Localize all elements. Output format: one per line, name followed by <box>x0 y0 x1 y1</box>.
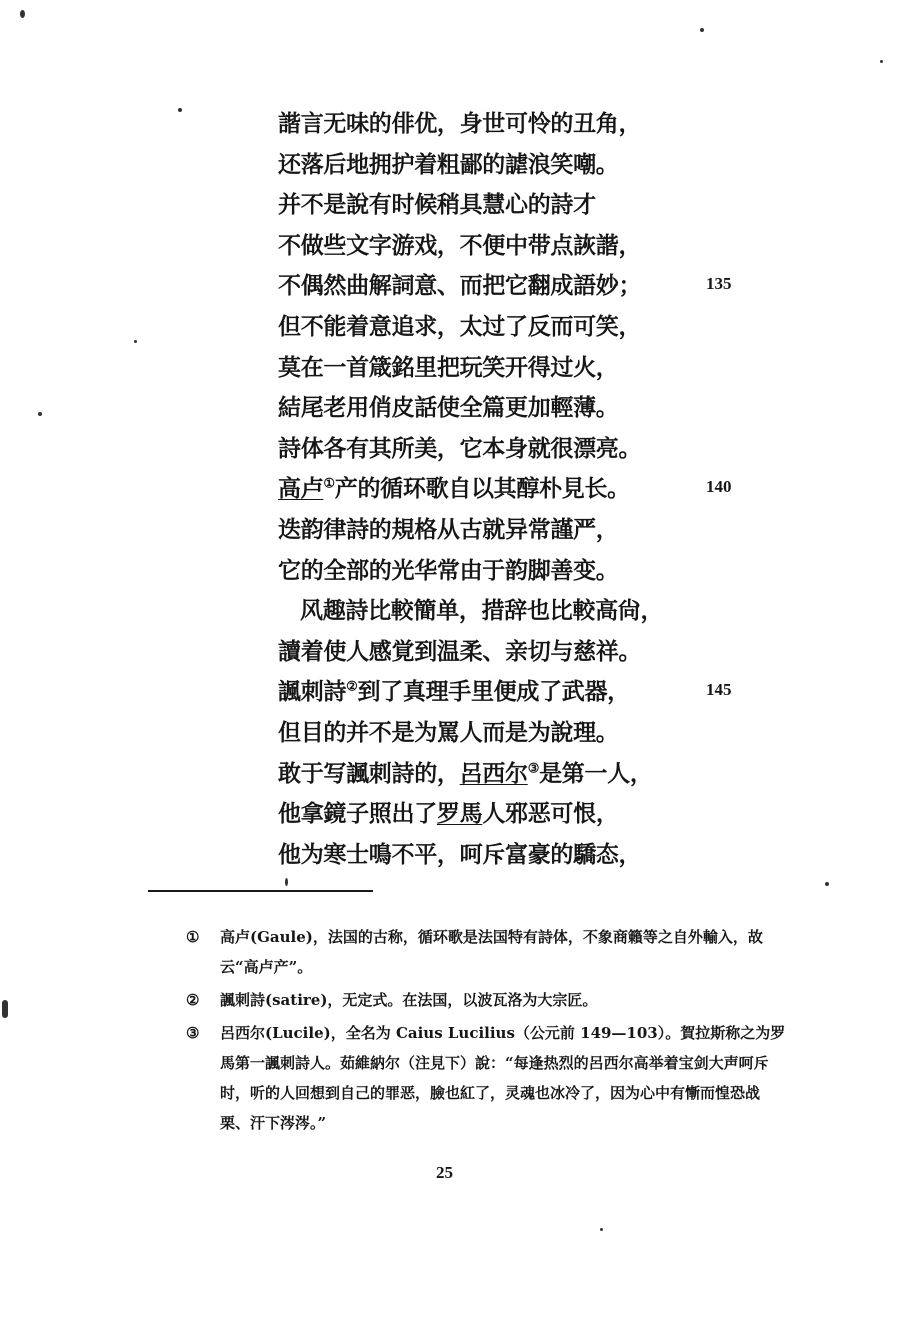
scan-speck <box>285 878 288 886</box>
verse-fragment: 并不是說有时候稍具慧心的詩才 <box>278 191 596 219</box>
footnote-marker: ① <box>323 476 335 492</box>
verse-fragment: 罗馬 <box>436 800 483 828</box>
verse-line <box>278 794 718 835</box>
verse-line <box>278 185 718 226</box>
verse-line <box>278 348 718 389</box>
scan-speck <box>700 28 704 32</box>
verse-line <box>278 510 718 551</box>
verse-fragment: 諧言无味的俳优，身世可怜的丑角， <box>278 110 642 137</box>
scan-speck <box>134 340 137 343</box>
footnote <box>186 922 786 982</box>
verse-fragment: 到了真理手里便成了武器， <box>357 678 630 706</box>
footnote-text: 諷刺詩(satire)，无定式。在法国，以波瓦洛为大宗匠。 <box>220 991 598 1009</box>
footnote-text: 高卢(Gaule)，法国的古称，循环歌是法国特有詩体，不象商籟等之自外輸入，故云“高卢产”。 <box>220 928 763 976</box>
verse-line <box>278 266 718 307</box>
verse-line <box>278 551 718 592</box>
scan-speck <box>825 882 829 886</box>
verse-fragment: 但目的并不是为罵人而是为說理。 <box>278 718 619 746</box>
footnote-marker: ③ <box>527 760 540 776</box>
verse-fragment: 还落后地拥护着粗鄙的謔浪笑嘲。 <box>278 150 619 178</box>
verse-line <box>278 469 718 510</box>
verse-fragment: 迭韵律詩的規格从古就异常謹严， <box>278 515 619 543</box>
scan-speck <box>178 108 182 112</box>
verse-fragment: 不偶然曲解詞意、而把它翻成語妙； <box>278 272 642 300</box>
page-number: 25 <box>436 1163 453 1182</box>
verse-fragment: 他为寒士鳴不平，呵斥富豪的驕态， <box>278 840 642 868</box>
verse-line <box>278 226 718 267</box>
verse-fragment: 莫在一首箴銘里把玩笑开得过火， <box>278 353 619 381</box>
verse-fragment: 高卢 <box>278 475 324 503</box>
footnote-text: 呂西尔(Lucile)，全名为 Caius Lucilius（公元前 149—103）。賀拉斯称之为罗馬第一諷刺詩人。茹維納尔（注見下）說：“每逢热烈的呂西尔高举着宝剑大声呵斥时，听的人回想到自己的罪恶，臉也紅了，灵魂也冰冷了，因为心中有慚而惶恐战栗、汗下涔涔。” <box>220 1024 786 1132</box>
verse-fragment: 产的循环歌自以其醇朴見长。 <box>334 475 630 503</box>
verse-line <box>278 713 718 754</box>
verse-line <box>278 145 718 186</box>
footnote-rule <box>148 890 373 892</box>
verse-line <box>278 835 718 876</box>
verse-fragment: 人邪恶可恨， <box>482 800 619 828</box>
footnote-mark: ② <box>186 991 200 1009</box>
verse-fragment: 但不能着意追求，太过了反而可笑， <box>278 312 642 340</box>
line-number: 145 <box>706 680 732 700</box>
verse-fragment: 敢于写諷刺詩的， <box>278 759 460 787</box>
verse-line <box>278 388 718 429</box>
scan-speck <box>600 1228 603 1231</box>
verse-line <box>278 632 718 673</box>
verse-line <box>278 754 718 795</box>
scan-speck <box>20 10 25 18</box>
footnote-mark: ① <box>186 928 200 946</box>
verse-fragment: 呂西尔 <box>459 759 528 787</box>
line-number: 140 <box>706 477 732 497</box>
footnotes <box>186 922 786 1141</box>
verse-line <box>278 591 718 632</box>
verse-fragment: 讀着使人感覚到温柔、亲切与慈祥。 <box>278 637 642 665</box>
verse-line <box>278 429 718 470</box>
verse-line <box>278 104 718 145</box>
verse-fragment: 詩体各有其所美，它本身就很漂亮。 <box>278 434 642 462</box>
scan-speck <box>38 412 42 416</box>
scan-speck <box>880 60 883 63</box>
line-number: 135 <box>706 274 732 294</box>
verse-block <box>278 104 718 875</box>
footnote <box>186 985 786 1015</box>
verse-line <box>278 672 718 713</box>
verse-fragment: 諷刺詩 <box>278 678 347 706</box>
verse-line <box>278 307 718 348</box>
verse-fragment: 他拿鏡子照出了 <box>278 800 437 828</box>
verse-fragment: 是第一人， <box>539 759 653 787</box>
footnote-mark: ③ <box>186 1024 200 1042</box>
footnote <box>186 1018 786 1138</box>
verse-fragment: 結尾老用俏皮話使全篇更加輕薄。 <box>278 394 619 422</box>
scan-speck <box>2 1000 8 1018</box>
verse-fragment: 不做些文字游戏，不便中带点詼諧， <box>278 231 642 259</box>
footnote-marker: ② <box>346 679 358 695</box>
verse-fragment: 风趣詩比較簡单，措辞也比較高尙， <box>300 597 664 625</box>
verse-fragment: 它的全部的光华常由于韵脚善变。 <box>278 556 619 584</box>
